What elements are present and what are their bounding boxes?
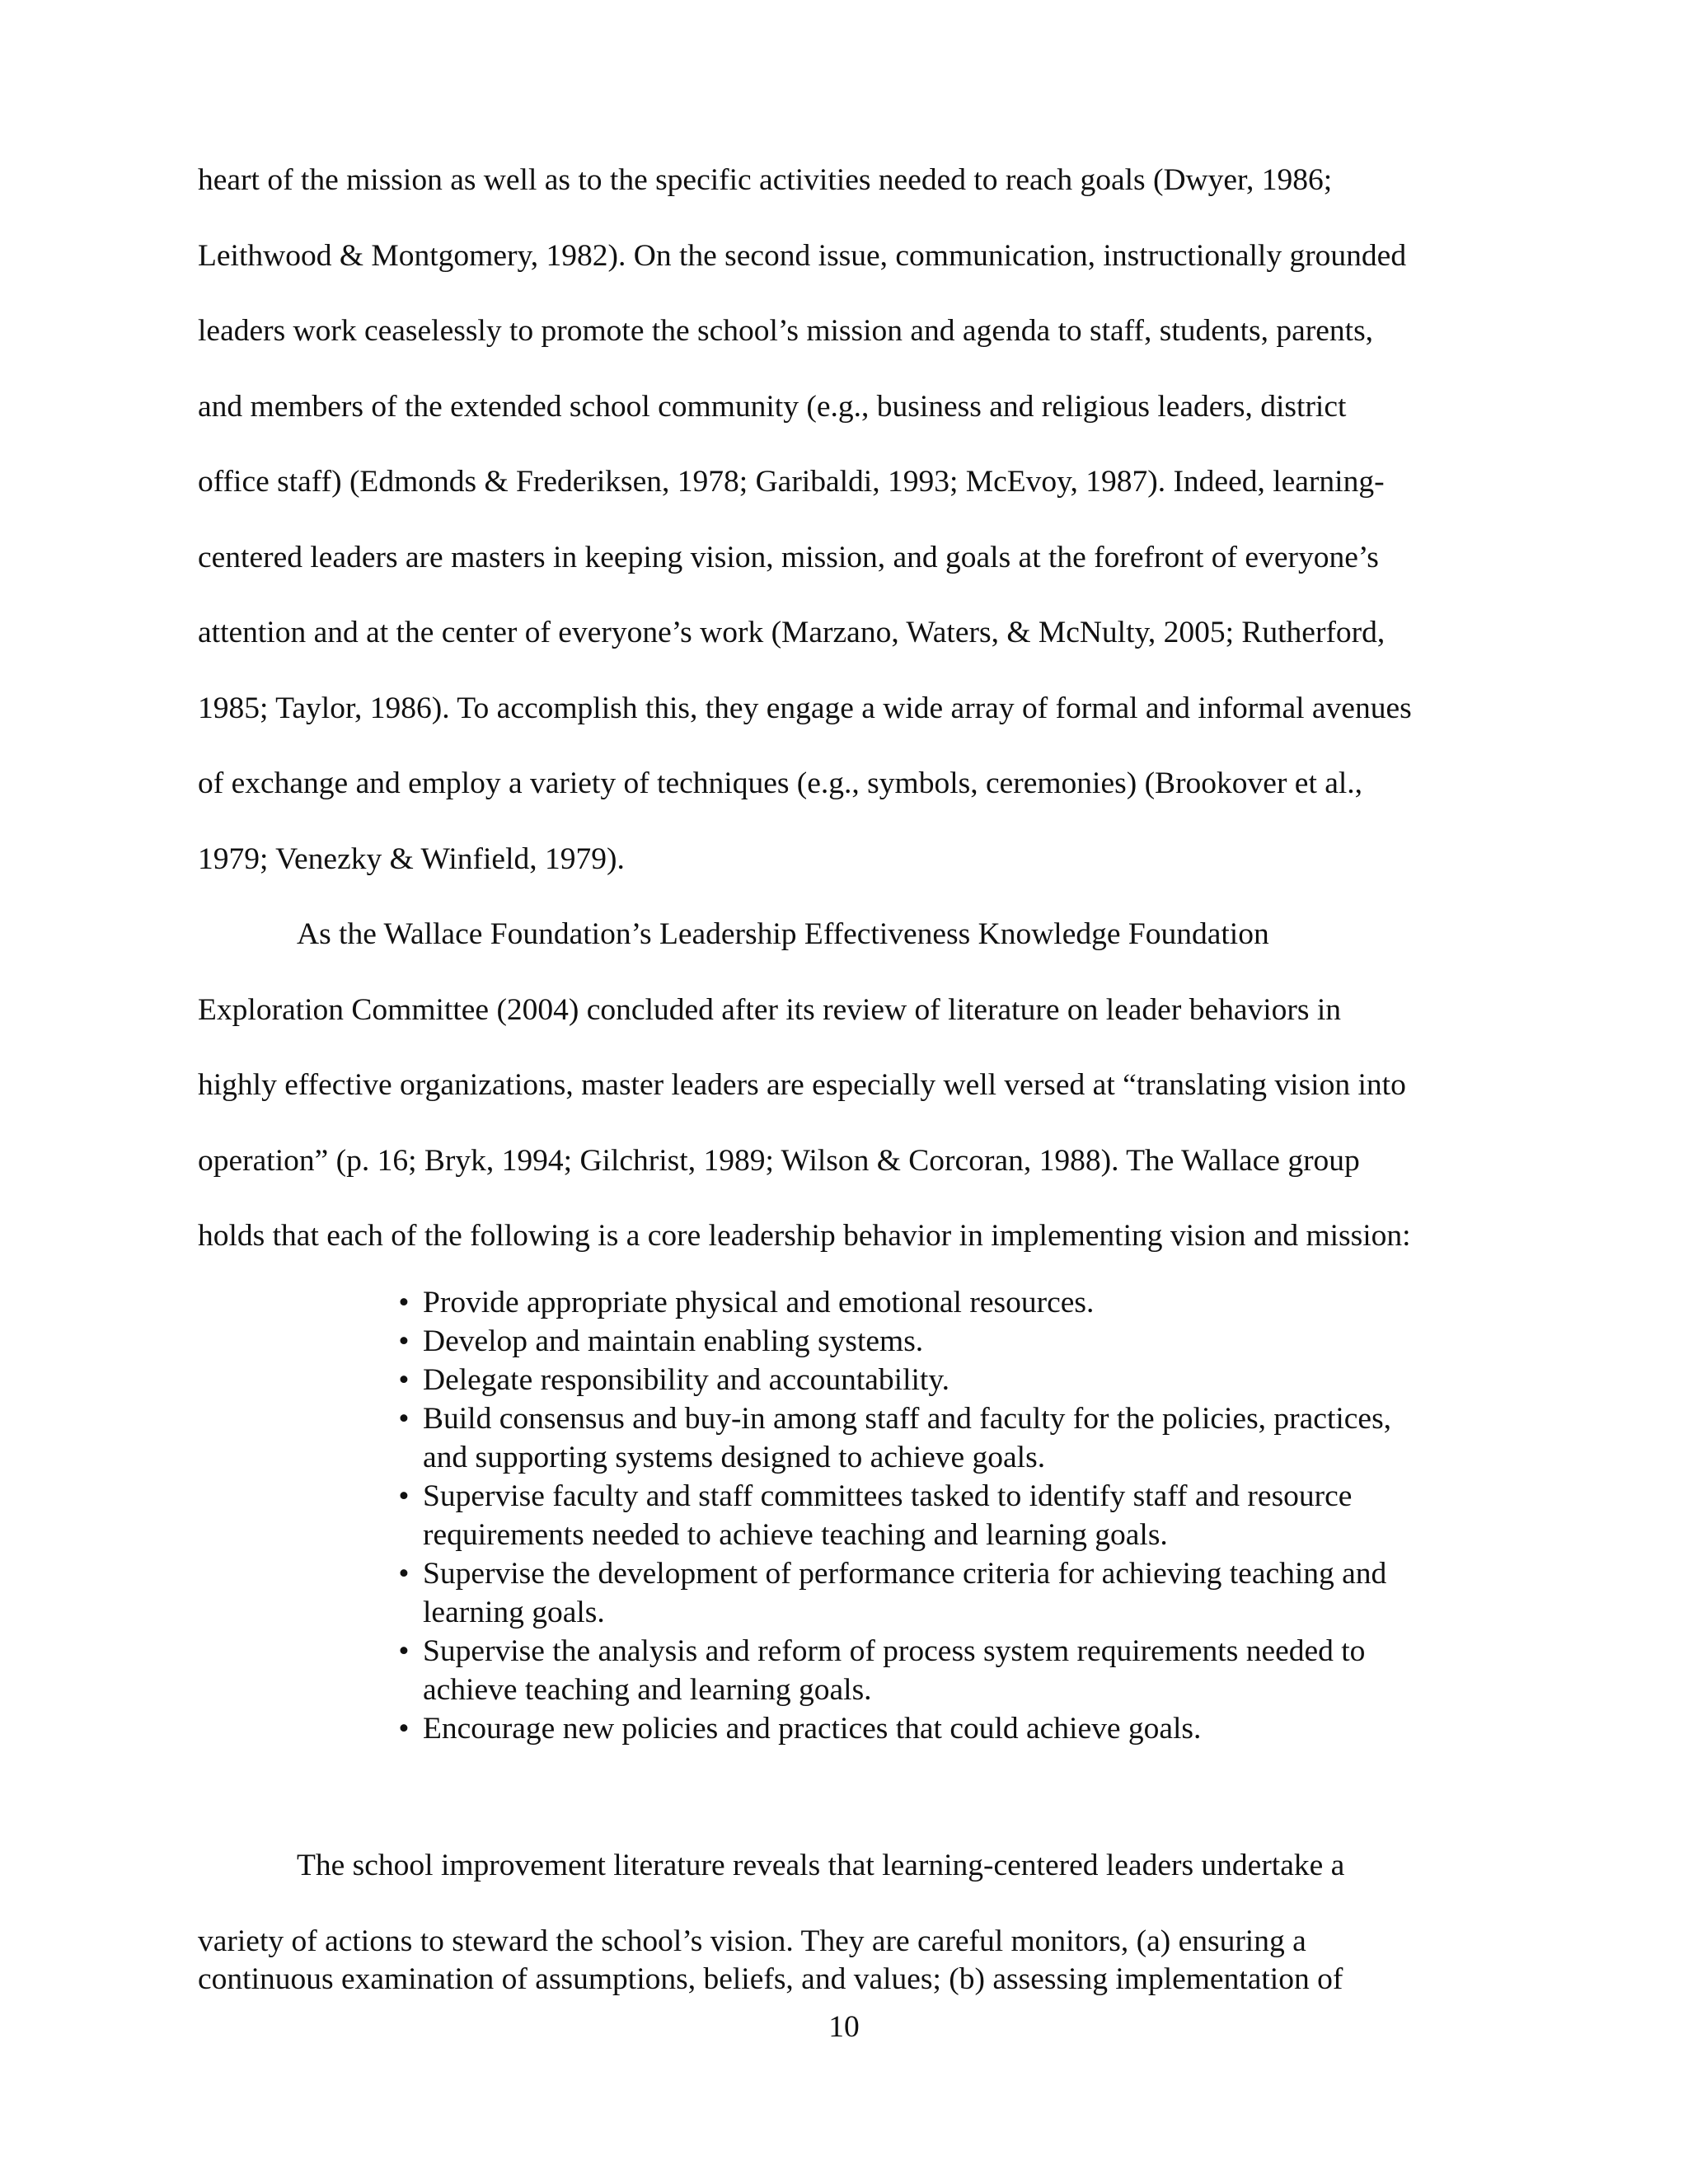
- paragraph-2-line: operation” (p. 16; Bryk, 1994; Gilchrist, 1989; Wilson & Corcoran, 1988). The Wallace group: [198, 1143, 1360, 1178]
- list-item: [390, 1283, 1461, 1322]
- list-item-text: Build consensus and buy-in among staff and faculty for the policies, practices,: [423, 1402, 1392, 1436]
- list-item: [390, 1322, 1461, 1361]
- list-item-text: Delegate responsibility and accountability.: [423, 1363, 950, 1397]
- bullet-icon: •: [398, 1402, 410, 1436]
- paragraph-1-line: of exchange and employ a variety of techniques (e.g., symbols, ceremonies) (Brookover et al.,: [198, 766, 1363, 800]
- list-item-text: requirements needed to achieve teaching and learning goals.: [423, 1518, 1168, 1552]
- bullet-icon: •: [398, 1324, 410, 1358]
- paragraph-3-line: variety of actions to steward the school’s vision. They are careful monitors, (a) ensuring a: [198, 1924, 1306, 1958]
- leadership-behaviors-list: [390, 1283, 1461, 1748]
- list-item: [390, 1361, 1461, 1399]
- bullet-icon: •: [398, 1286, 410, 1319]
- paragraph-1-line: and members of the extended school community (e.g., business and religious leaders, district: [198, 389, 1347, 424]
- bullet-icon: •: [398, 1557, 410, 1591]
- list-item: [390, 1632, 1461, 1709]
- page-number: 10: [828, 2010, 860, 2044]
- paragraph-3: [198, 1828, 1508, 1979]
- list-item-text: learning goals.: [423, 1596, 605, 1629]
- list-item: [390, 1477, 1461, 1554]
- paragraph-1-line: attention and at the center of everyone’s work (Marzano, Waters, & McNulty, 2005; Rutherford,: [198, 616, 1386, 649]
- list-item: [390, 1399, 1461, 1477]
- paragraph-2-line: As the Wallace Foundation’s Leadership Effectiveness Knowledge Foundation: [297, 917, 1269, 951]
- list-item-text: Provide appropriate physical and emotional resources.: [423, 1286, 1095, 1319]
- list-item-text: and supporting systems designed to achieve goals.: [423, 1441, 1046, 1474]
- paragraph-2-line: Exploration Committee (2004) concluded after its review of literature on leader behaviors in: [198, 992, 1342, 1027]
- paragraph-1-line: 1985; Taylor, 1986). To accomplish this, they engage a wide array of formal and informal avenues: [198, 691, 1412, 725]
- paragraph-1-line: centered leaders are masters in keeping vision, mission, and goals at the forefront of everyone’s: [198, 540, 1379, 574]
- bullet-icon: •: [398, 1479, 410, 1513]
- paragraph-3-line: continuous examination of assumptions, beliefs, and values; (b) assessing implementation of: [198, 1962, 1343, 1996]
- list-item: [390, 1554, 1461, 1632]
- paragraph-2-line: holds that each of the following is a core leadership behavior in implementing vision and mission:: [198, 1219, 1411, 1253]
- paragraph-2: [198, 897, 1508, 1274]
- paragraph-1-line: Leithwood & Montgomery, 1982). On the second issue, communication, instructionally grounded: [198, 238, 1407, 273]
- bullet-icon: •: [398, 1363, 410, 1397]
- paragraph-3-last-line: [198, 1960, 1508, 1999]
- paragraph-1-line: 1979; Venezky & Winfield, 1979).: [198, 841, 625, 876]
- list-item: [390, 1709, 1461, 1748]
- list-item-text: achieve teaching and learning goals.: [423, 1673, 872, 1707]
- list-item-text: Supervise the analysis and reform of process system requirements needed to: [423, 1634, 1366, 1668]
- paragraph-2-line: highly effective organizations, master leaders are especially well versed at “translating vision into: [198, 1068, 1406, 1102]
- paragraph-1-line: office staff) (Edmonds & Frederiksen, 1978; Garibaldi, 1993; McEvoy, 1987). Indeed, learning-: [198, 465, 1385, 499]
- paragraph-3-line: The school improvement literature reveals that learning-centered leaders undertake a: [297, 1849, 1345, 1882]
- bullet-icon: •: [398, 1712, 410, 1746]
- list-item-text: Supervise the development of performance criteria for achieving teaching and: [423, 1557, 1387, 1591]
- paragraph-1: [198, 143, 1508, 897]
- paragraph-1-line: heart of the mission as well as to the specific activities needed to reach goals (Dwyer, 1986;: [198, 163, 1333, 197]
- bullet-icon: •: [398, 1634, 410, 1668]
- paragraph-1-line: leaders work ceaselessly to promote the school’s mission and agenda to staff, students, parents,: [198, 314, 1374, 348]
- list-item-text: Encourage new policies and practices that could achieve goals.: [423, 1712, 1202, 1746]
- list-item-text: Develop and maintain enabling systems.: [423, 1324, 924, 1358]
- list-item-text: Supervise faculty and staff committees tasked to identify staff and resource: [423, 1479, 1353, 1513]
